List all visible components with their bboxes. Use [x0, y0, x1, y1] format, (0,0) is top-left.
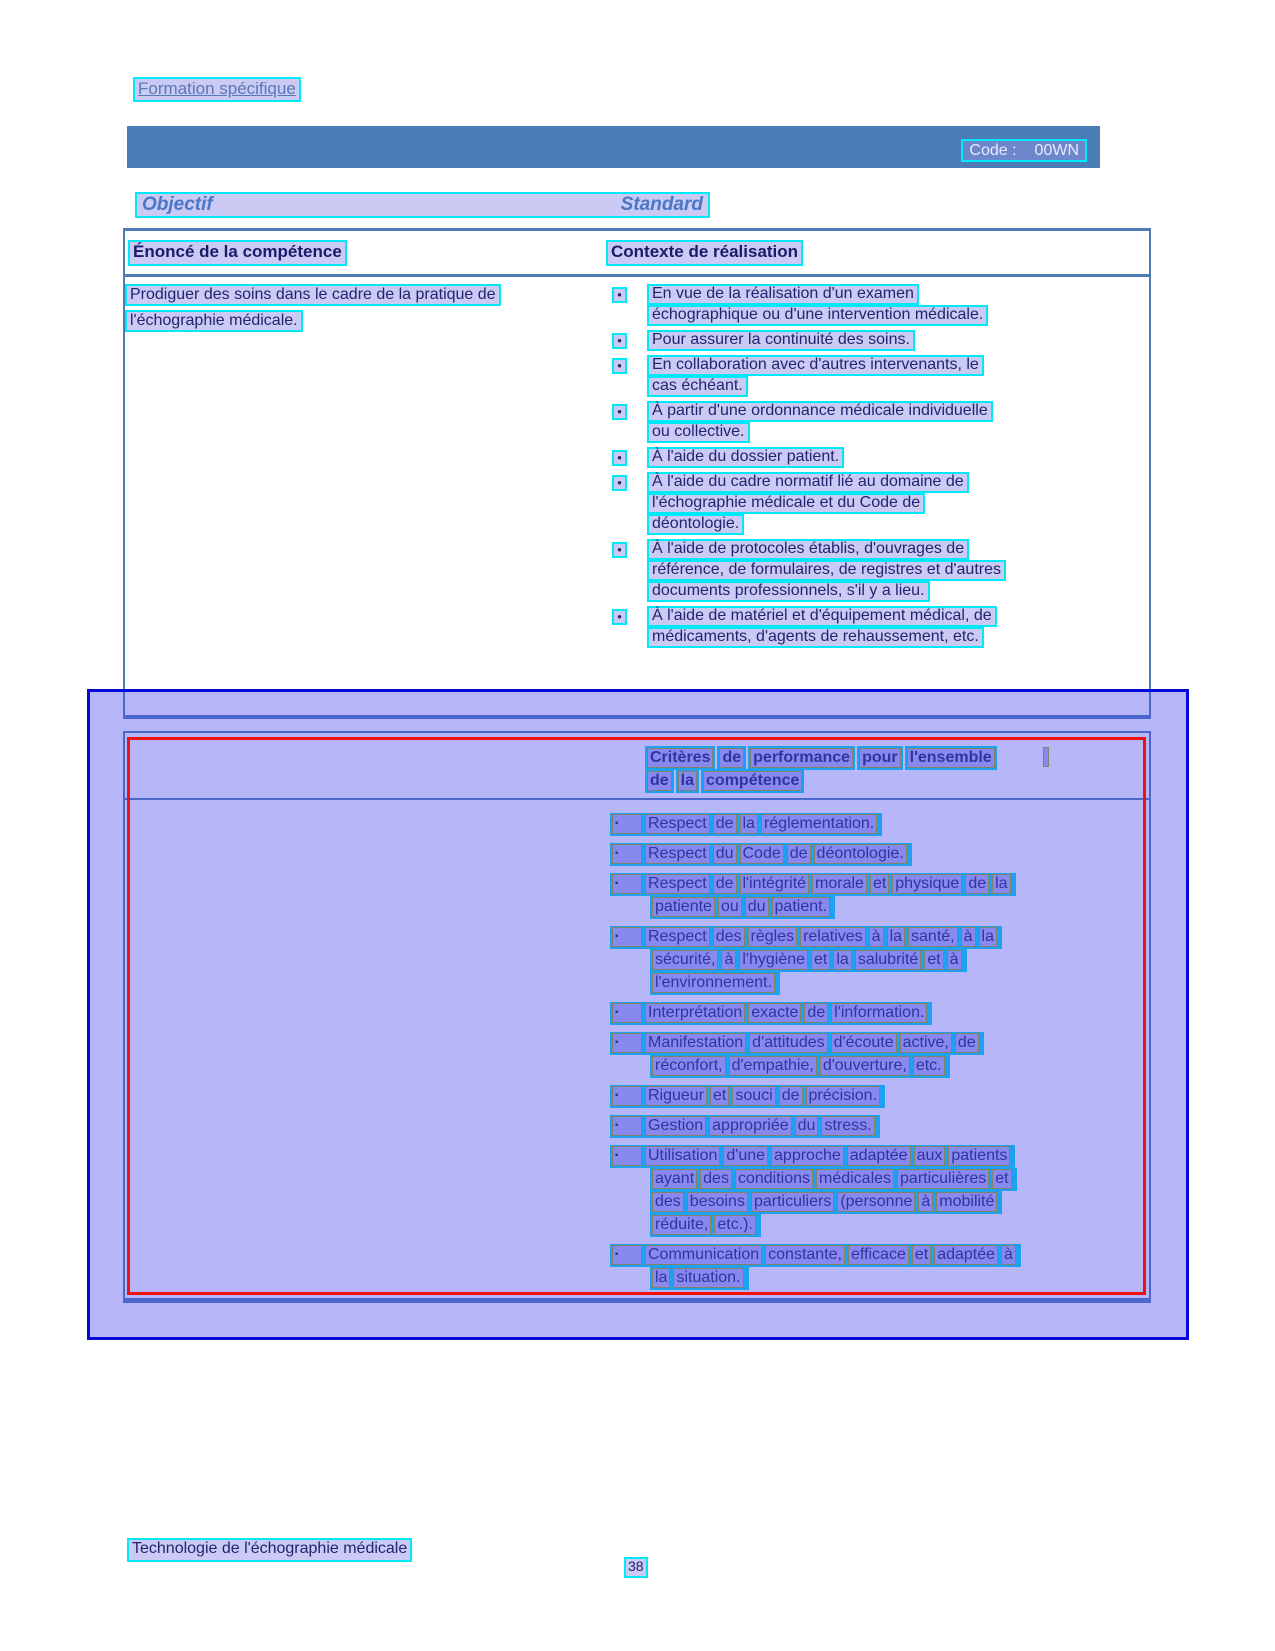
- section-headings-row[interactable]: [135, 192, 710, 218]
- criteria-item: [610, 926, 1149, 995]
- page-number[interactable]: 38: [624, 1557, 648, 1578]
- word-box[interactable]: ou: [718, 897, 742, 917]
- highlighted-text-line[interactable]: [650, 1267, 749, 1290]
- word-box[interactable]: règles: [748, 927, 798, 947]
- word-box[interactable]: l'ensemble: [907, 748, 995, 768]
- highlighted-text-line[interactable]: ou collective.: [647, 422, 750, 443]
- word-box[interactable]: (personne: [837, 1192, 915, 1212]
- criteria-list: [125, 800, 1149, 1290]
- bullet-icon: ●: [612, 358, 627, 374]
- competence-cell: [125, 284, 608, 652]
- word-box[interactable]: l'intégrité: [740, 874, 810, 894]
- context-list: [608, 284, 1149, 652]
- context-item: [608, 539, 1149, 602]
- competence-text-line[interactable]: Prodiguer des soins dans le cadre de la pratique de: [125, 284, 501, 306]
- word-box[interactable]: efficace: [848, 1245, 909, 1265]
- word-box[interactable]: réglementation.: [761, 814, 877, 834]
- bullet-icon: ●: [612, 333, 627, 349]
- bullet-icon: ▪: [612, 1033, 642, 1053]
- word-box[interactable]: aux: [914, 1146, 946, 1166]
- word-box[interactable]: relatives: [800, 927, 866, 947]
- criteria-item: [610, 1032, 1149, 1078]
- word-box[interactable]: adaptée: [847, 1146, 911, 1166]
- highlighted-text-line[interactable]: l'échographie médicale et du Code de: [647, 493, 925, 514]
- word-box[interactable]: sécurité,: [652, 950, 718, 970]
- footer-page: [624, 1557, 648, 1578]
- code-value: 00WN: [1034, 142, 1079, 159]
- word-box[interactable]: d'empathie,: [729, 1056, 817, 1076]
- word-box[interactable]: la: [740, 814, 758, 834]
- column-header-contexte[interactable]: Contexte de réalisation: [606, 240, 803, 266]
- word-box[interactable]: morale: [812, 874, 867, 894]
- competence-text-line[interactable]: l'échographie médicale.: [125, 310, 303, 332]
- word-box[interactable]: du: [795, 1116, 819, 1136]
- bullet-icon: ●: [612, 542, 627, 558]
- word-box[interactable]: adaptée: [934, 1245, 998, 1265]
- word-box[interactable]: à: [918, 1192, 933, 1212]
- word-box[interactable]: souci: [732, 1086, 775, 1106]
- word-box[interactable]: de: [713, 814, 737, 834]
- word-box[interactable]: de: [647, 771, 672, 791]
- word-box[interactable]: déontologie.: [814, 844, 907, 864]
- word-box[interactable]: situation.: [673, 1268, 743, 1288]
- highlighted-text-line[interactable]: En collaboration avec d'autres intervenants, le: [647, 355, 984, 376]
- footer-title[interactable]: Technologie de l'échographie médicale: [127, 1538, 412, 1562]
- word-box[interactable]: patient.: [772, 897, 830, 917]
- word-box[interactable]: de: [804, 1003, 828, 1023]
- context-item: [608, 472, 1149, 535]
- bullet-icon: ●: [612, 450, 627, 466]
- word-box[interactable]: patiente: [652, 897, 715, 917]
- page-section-label: [133, 77, 301, 102]
- highlighted-text-line[interactable]: [610, 813, 882, 836]
- context-item: [608, 447, 1149, 468]
- criteria-item: [610, 1145, 1149, 1237]
- criteria-table-header: [125, 733, 1149, 800]
- code-label: Code :: [969, 142, 1017, 159]
- word-box[interactable]: exacte: [748, 1003, 801, 1023]
- highlighted-text-line[interactable]: [610, 1145, 1015, 1168]
- word-box[interactable]: approche: [771, 1146, 844, 1166]
- word-box[interactable]: médicales: [816, 1169, 894, 1189]
- column-header-enonce[interactable]: Énoncé de la compétence: [128, 240, 347, 266]
- word-box[interactable]: Respect: [645, 814, 710, 834]
- word-box[interactable]: Manifestation: [645, 1033, 746, 1053]
- bullet-icon: ●: [612, 287, 627, 303]
- word-box[interactable]: compétence: [703, 771, 802, 791]
- bullet-icon: ●: [612, 475, 627, 491]
- highlighted-text-line[interactable]: [650, 1214, 761, 1237]
- objectif-heading: Objectif: [142, 194, 213, 215]
- footer: [127, 1538, 412, 1562]
- word-box[interactable]: de: [713, 874, 737, 894]
- highlighted-text-line[interactable]: À l'aide du cadre normatif lié au domaine de: [647, 472, 969, 493]
- word-box[interactable]: du: [713, 844, 737, 864]
- word-box[interactable]: des: [652, 1192, 684, 1212]
- word-box[interactable]: performance: [750, 748, 853, 768]
- highlighted-text-line[interactable]: référence, de formulaires, de registres et d'autres: [647, 560, 1006, 581]
- word-box[interactable]: d'attitudes: [749, 1033, 827, 1053]
- word-box[interactable]: pour: [859, 748, 901, 768]
- highlighted-text-line[interactable]: [610, 843, 912, 866]
- highlighted-text-line[interactable]: [650, 949, 967, 972]
- highlighted-text-line[interactable]: À l'aide de protocoles établis, d'ouvrages de: [647, 539, 969, 560]
- word-box[interactable]: précision.: [806, 1086, 880, 1106]
- highlighted-text-line[interactable]: À partir d'une ordonnance médicale individuelle: [647, 401, 993, 422]
- word-box[interactable]: d'ouverture,: [820, 1056, 910, 1076]
- word-box[interactable]: la: [652, 1268, 670, 1288]
- context-item: [608, 355, 1149, 397]
- word-box[interactable]: salubrité: [855, 950, 921, 970]
- bullet-icon: ▪: [612, 1146, 642, 1166]
- word-box[interactable]: conditions: [735, 1169, 813, 1189]
- bullet-icon: ▪: [612, 844, 642, 864]
- word-box[interactable]: Critères: [647, 748, 713, 768]
- word-box[interactable]: à: [721, 950, 736, 970]
- word-box[interactable]: l'information.: [831, 1003, 927, 1023]
- word-box[interactable]: et: [924, 950, 943, 970]
- word-box[interactable]: ayant: [652, 1169, 697, 1189]
- bullet-icon: ▪: [612, 927, 642, 947]
- word-box[interactable]: particulières: [897, 1169, 989, 1189]
- highlighted-text-line[interactable]: À l'aide de matériel et d'équipement médical, de: [647, 606, 997, 627]
- word-box[interactable]: des: [713, 927, 745, 947]
- word-box[interactable]: de: [779, 1086, 803, 1106]
- word-box[interactable]: des: [700, 1169, 732, 1189]
- highlighted-text-line[interactable]: [610, 873, 1016, 896]
- word-box[interactable]: l'environnement.: [652, 973, 775, 993]
- word-box[interactable]: de: [719, 748, 744, 768]
- highlighted-text-line[interactable]: [650, 1055, 950, 1078]
- context-item: [608, 284, 1149, 326]
- word-box[interactable]: de: [965, 874, 989, 894]
- highlighted-text-line[interactable]: [610, 1244, 1021, 1267]
- word-box[interactable]: de: [955, 1033, 979, 1053]
- highlighted-text-line[interactable]: À l'aide du dossier patient.: [647, 447, 844, 468]
- code-badge[interactable]: [961, 139, 1087, 162]
- word-box[interactable]: Rigueur: [645, 1086, 707, 1106]
- word-box[interactable]: stress.: [821, 1116, 874, 1136]
- word-box[interactable]: la: [992, 874, 1010, 894]
- word-box[interactable]: et: [870, 874, 889, 894]
- competence-table-body: [125, 277, 1149, 652]
- context-item: [608, 606, 1149, 648]
- word-box[interactable]: Respect: [645, 874, 710, 894]
- word-box[interactable]: constante,: [765, 1245, 845, 1265]
- criteria-item: [610, 873, 1149, 919]
- title-banner: [127, 126, 1100, 168]
- word-box[interactable]: besoins: [687, 1192, 748, 1212]
- criteria-table: [123, 731, 1151, 1303]
- highlighted-text-line[interactable]: [610, 926, 1002, 949]
- word-box[interactable]: à: [869, 927, 884, 947]
- stray-word-box-annotation: [1043, 747, 1049, 767]
- word-box[interactable]: et: [710, 1086, 729, 1106]
- highlighted-text-line[interactable]: [610, 1032, 984, 1055]
- word-box[interactable]: l'hygiène: [739, 950, 808, 970]
- word-box[interactable]: Interprétation: [645, 1003, 745, 1023]
- word-box[interactable]: appropriée: [709, 1116, 792, 1136]
- highlighted-text-line[interactable]: [650, 1191, 1002, 1214]
- criteria-item: [610, 843, 1149, 866]
- word-box[interactable]: réconfort,: [652, 1056, 726, 1076]
- highlighted-text-line[interactable]: déontologie.: [647, 514, 744, 535]
- word-box[interactable]: physique: [892, 874, 962, 894]
- criteria-item: [610, 1002, 1149, 1025]
- word-box[interactable]: à: [961, 927, 976, 947]
- word-box[interactable]: etc.: [913, 1056, 945, 1076]
- word-box[interactable]: de: [787, 844, 811, 864]
- context-item: [608, 330, 1149, 351]
- word-box[interactable]: et: [912, 1245, 931, 1265]
- criteria-heading-line: [647, 747, 1001, 770]
- word-box[interactable]: d'écoute: [831, 1033, 897, 1053]
- word-box[interactable]: Gestion: [645, 1116, 706, 1136]
- word-box[interactable]: d'une: [723, 1146, 768, 1166]
- word-box[interactable]: à: [1001, 1245, 1016, 1265]
- criteria-item: [610, 1244, 1149, 1290]
- highlighted-text-line[interactable]: médicaments, d'agents de rehaussement, etc.: [647, 627, 984, 648]
- word-box[interactable]: Respect: [645, 844, 710, 864]
- word-box[interactable]: réduite,: [652, 1215, 711, 1235]
- word-box[interactable]: Code: [740, 844, 784, 864]
- word-box[interactable]: particuliers: [751, 1192, 834, 1212]
- criteria-item: [610, 1115, 1149, 1138]
- word-box[interactable]: la: [887, 927, 905, 947]
- criteria-heading-line: [647, 770, 808, 793]
- bullet-icon: ▪: [612, 874, 642, 894]
- highlighted-text-line[interactable]: [610, 1002, 932, 1025]
- bullet-icon: ▪: [612, 1116, 642, 1136]
- highlighted-text-line[interactable]: [650, 972, 780, 995]
- header-label[interactable]: Formation spécifique: [133, 77, 301, 102]
- bullet-icon: ▪: [612, 1245, 642, 1265]
- highlighted-text-line[interactable]: documents professionnels, s'il y a lieu.: [647, 581, 930, 602]
- word-box[interactable]: Respect: [645, 927, 710, 947]
- bullet-icon: ▪: [612, 1003, 642, 1023]
- highlighted-text-line[interactable]: [610, 1115, 880, 1138]
- word-box[interactable]: etc.).: [714, 1215, 756, 1235]
- word-box[interactable]: et: [992, 1169, 1011, 1189]
- criteria-item: [610, 813, 1149, 836]
- competence-table-header: [125, 228, 1149, 277]
- word-box[interactable]: la: [833, 950, 851, 970]
- highlighted-text-line[interactable]: échographique ou d'une intervention médicale.: [647, 305, 988, 326]
- word-box[interactable]: à: [947, 950, 962, 970]
- highlighted-text-line[interactable]: cas échéant.: [647, 376, 748, 397]
- bullet-icon: ▪: [612, 814, 642, 834]
- criteria-item: [610, 1085, 1149, 1108]
- context-item: [608, 401, 1149, 443]
- word-box[interactable]: et: [811, 950, 830, 970]
- standard-heading: Standard: [620, 194, 703, 215]
- word-box[interactable]: patients: [948, 1146, 1010, 1166]
- highlighted-text-line[interactable]: [650, 1168, 1017, 1191]
- highlighted-text-line[interactable]: [650, 896, 835, 919]
- word-box[interactable]: santé,: [908, 927, 958, 947]
- bullet-icon: ●: [612, 609, 627, 625]
- highlighted-text-line[interactable]: [610, 1085, 885, 1108]
- word-box[interactable]: mobilité: [936, 1192, 997, 1212]
- highlighted-text-line[interactable]: Pour assurer la continuité des soins.: [647, 330, 915, 351]
- word-box[interactable]: la: [678, 771, 697, 791]
- highlighted-text-line[interactable]: En vue de la réalisation d'un examen: [647, 284, 919, 305]
- bullet-icon: ▪: [612, 1086, 642, 1106]
- word-box[interactable]: la: [979, 927, 997, 947]
- bullet-icon: ●: [612, 404, 627, 420]
- competence-table: [123, 228, 1151, 719]
- word-box[interactable]: Communication: [645, 1245, 762, 1265]
- word-box[interactable]: Utilisation: [645, 1146, 720, 1166]
- word-box[interactable]: du: [745, 897, 769, 917]
- word-box[interactable]: active,: [900, 1033, 952, 1053]
